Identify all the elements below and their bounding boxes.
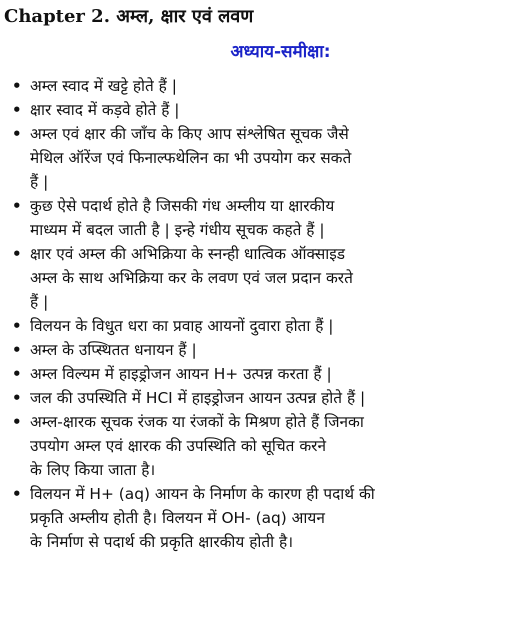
bullet-icon: • (12, 365, 22, 383)
list-item (4, 338, 527, 362)
bullet-icon: • (12, 101, 22, 119)
bullet-icon: • (12, 485, 22, 503)
list-item (4, 482, 527, 554)
list-item-text: जल की उपस्थिति में HCI में हाइड्रोजन आयन उत्पन्न होते हैं | (30, 389, 366, 407)
list-item (4, 314, 527, 338)
section-title: अध्याय-समीक्षा: (230, 42, 331, 62)
list-item (4, 242, 527, 314)
list-item-text: क्षार स्वाद में कड़वे होते हैं | (30, 101, 180, 119)
list-item-text: अम्ल एवं क्षार की जाँच के किए आप संश्लेषित सूचक जैसे मेथिल ऑरेंज एवं फिनाल्फथेलिन का भी उपयोग कर सकते हैं | (30, 125, 352, 191)
bullet-icon: • (12, 389, 22, 407)
list-item (4, 194, 527, 242)
bullet-icon: • (12, 341, 22, 359)
bullet-icon: • (12, 197, 22, 215)
list-item (4, 98, 527, 122)
list-item-text: अम्ल के उप्स्थितत धनायन हैं | (30, 341, 197, 359)
list-item (4, 362, 527, 386)
list-item (4, 122, 527, 194)
list-item (4, 386, 527, 410)
bullet-icon: • (12, 317, 22, 335)
bullet-icon: • (12, 245, 22, 263)
list-item (4, 410, 527, 482)
list-item (4, 74, 527, 98)
list-item-text: क्षार एवं अम्ल की अभिक्रिया के स्नन्ही धात्विक ऑक्साइड अम्ल के साथ अभिक्रिया कर के लवण एवं जल प्रदान करते हैं | (30, 245, 353, 311)
bullet-icon: • (12, 125, 22, 143)
list-item-text: अम्ल स्वाद में खट्टे होते हैं | (30, 77, 177, 95)
list-item-text: अम्ल-क्षारक सूचक रंजक या रंजकों के मिश्रण होते हैं जिनका उपयोग अम्ल एवं क्षारक की उपस्थिति को सूचित करने के लिए किया जाता है। (30, 413, 364, 479)
list-item-text: विलयन के विधुत धरा का प्रवाह आयनों दुवारा होता हैं | (30, 317, 334, 335)
list-item-text: कुछ ऐसे पदार्थ होते है जिसकी गंध अम्लीय या क्षारकीय माध्यम में बदल जाती है | इन्हे गंधीय सूचक कहते हैं | (30, 197, 335, 239)
bullet-icon: • (12, 77, 22, 95)
list-item-text: अम्ल विल्यम में हाइड्रोजन आयन H+ उत्पन्न करता हैं | (30, 365, 332, 383)
chapter-title: Chapter 2. अम्ल, क्षार एवं लवण (4, 6, 254, 27)
bullet-icon: • (12, 413, 22, 431)
list-item-text: विलयन में H+ (aq) आयन के निर्माण के कारण ही पदार्थ की प्रकृति अम्लीय होती है। विलयन में OH- (aq) आयन के निर्माण से पदार्थ की प्रकृति क्षारकीय होती है। (30, 485, 375, 551)
summary-list (4, 74, 527, 554)
